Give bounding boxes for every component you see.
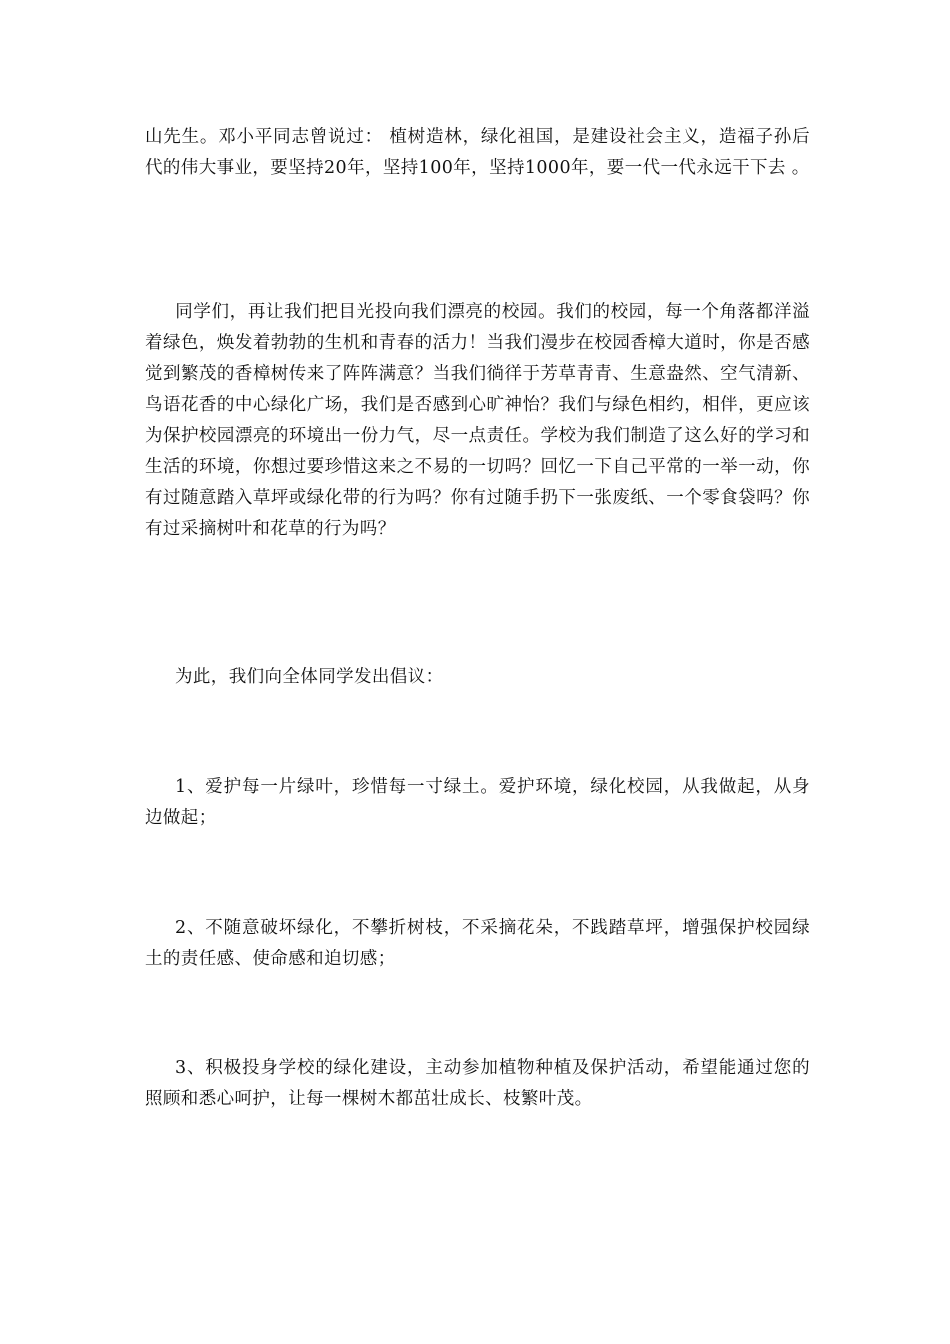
paragraph-proposal-intro xyxy=(145,662,810,693)
proposal-item-1 xyxy=(145,772,810,834)
paragraph-campus-green xyxy=(145,297,810,545)
paragraph-proposal-intro-text: 为此，我们向全体同学发出倡议： xyxy=(175,667,444,687)
paragraph-quote-deng-xiaoping: 山先生。邓小平同志曾说过： 植树造林，绿化祖国，是建设社会主义，造福子孙后代的伟大事业，要坚持20年，坚持100年，坚持1000年，要一代一代永远干下去 。 xyxy=(145,127,810,178)
proposal-item-1-text: 1、爱护每一片绿叶，珍惜每一寸绿土。爱护环境，绿化校园，从我做起，从身边做起； xyxy=(145,777,810,828)
proposal-item-2 xyxy=(145,913,810,975)
paragraph-campus-green-text: 同学们，再让我们把目光投向我们漂亮的校园。我们的校园，每一个角落都洋溢着绿色，焕发着勃勃的生机和青春的活力！当我们漫步在校园香樟大道时，你是否感觉到繁茂的香樟树传来了阵阵满意？当我们徜徉于芳草青青、生意盎然、空气清新、鸟语花香的中心绿化广场，我们是否感到心旷神怡？我们与绿色相约，相伴，更应该为保护校园漂亮的环境出一份力气，尽一点责任。学校为我们制造了这么好的学习和生活的环境，你想过要珍惜这来之不易的一切吗？回忆一下自己平常的一举一动，你有过随意踏入草坪或绿化带的行为吗？你有过随手扔下一张废纸、一个零食袋吗？你有过采摘树叶和花草的行为吗？ xyxy=(145,302,810,539)
proposal-item-3 xyxy=(145,1053,810,1115)
proposal-item-3-text: 3、积极投身学校的绿化建设，主动参加植物种植及保护活动，希望能通过您的照顾和悉心呵护，让每一棵树木都茁壮成长、枝繁叶茂。 xyxy=(145,1058,810,1109)
proposal-item-2-text: 2、不随意破坏绿化，不攀折树枝，不采摘花朵，不践踏草坪，增强保护校园绿土的责任感、使命感和迫切感； xyxy=(145,918,810,969)
